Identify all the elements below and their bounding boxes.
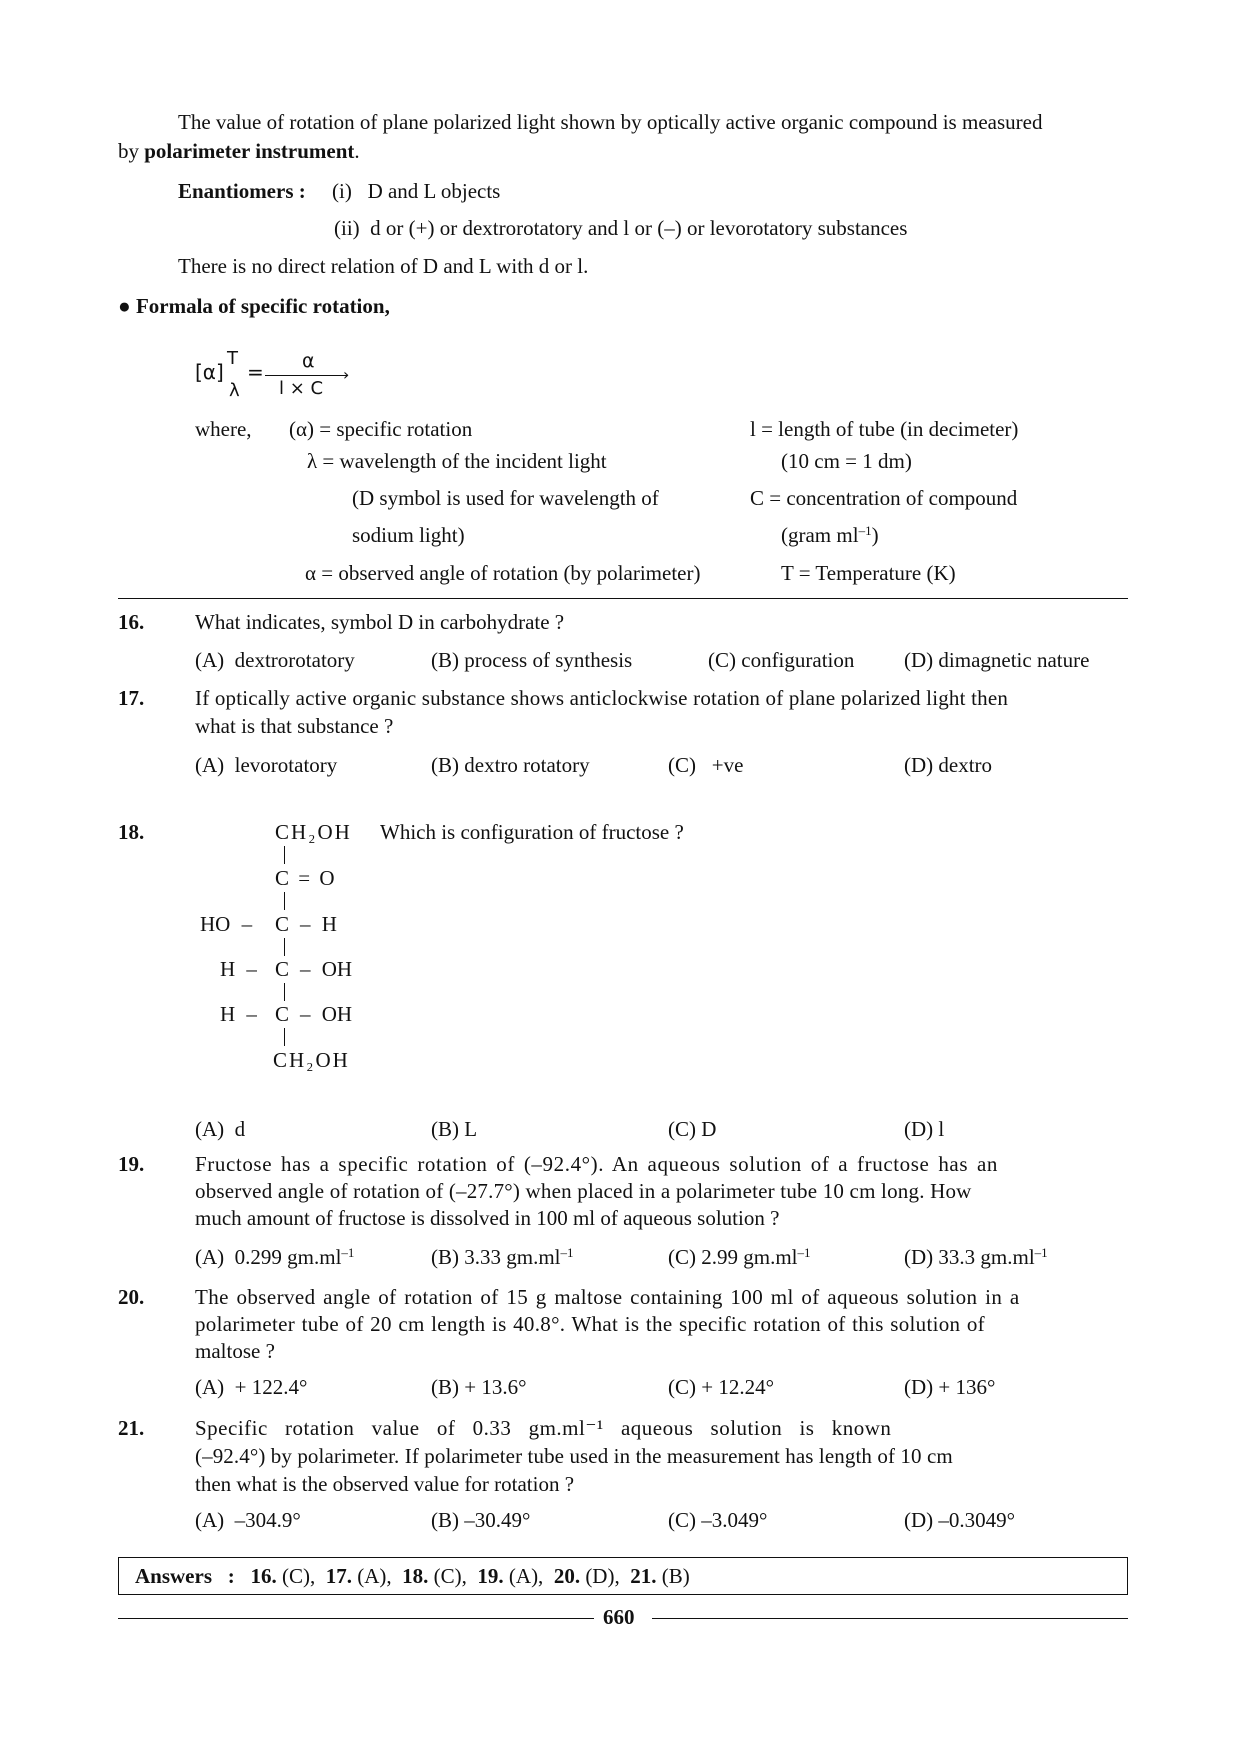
question-text-20-line-3: maltose ?	[195, 1339, 275, 1363]
footer-rule-right	[652, 1618, 1128, 1619]
answer-21-num: 21.	[630, 1564, 657, 1588]
structure-c4-right: – OH	[300, 957, 353, 981]
def-concentration-unit-text: (gram ml	[781, 523, 859, 547]
question-number-17: 17.	[118, 686, 145, 710]
question-text-17-line-1: If optically active organic substance shows anticlockwise rotation of plane polarized light then	[195, 686, 1009, 710]
intro-line-1: The value of rotation of plane polarized light shown by optically active organic compound is measured	[178, 110, 1043, 134]
def-alpha-specific: (α) = specific rotation	[289, 417, 473, 441]
option-19-c-text: (C) 2.99 gm.ml	[668, 1245, 798, 1269]
option-19-d	[904, 1245, 1048, 1270]
question-text-19-line-3: much amount of fructose is dissolved in 100 ml of aqueous solution ?	[195, 1206, 780, 1230]
structure-c5-left: H –	[220, 1002, 257, 1026]
bond-3	[284, 938, 285, 956]
enantiomers-label: Enantiomers :	[178, 179, 306, 203]
question-text-21-line-3: then what is the observed value for rotation ?	[195, 1472, 575, 1496]
def-d-symbol: (D symbol is used for wavelength of	[352, 486, 659, 510]
structure-carbonyl: C = O	[275, 866, 335, 890]
option-18-b: (B) L	[431, 1117, 478, 1141]
question-number-18: 18.	[118, 820, 145, 844]
option-16-a: (A) dextrorotatory	[195, 648, 355, 672]
option-19-c-sup: –1	[797, 1245, 811, 1260]
intro-line-2-post: .	[354, 139, 360, 163]
footer-rule-left	[118, 1618, 594, 1619]
structure-c5-right: – OH	[300, 1002, 353, 1026]
enantiomers-i: (i) D and L objects	[332, 179, 501, 203]
fructose-structure	[195, 818, 395, 1078]
formula-heading-text: Formala of specific rotation,	[135, 294, 390, 318]
option-20-d: (D) + 136°	[904, 1375, 996, 1399]
intro-line-2-pre: by	[118, 139, 139, 163]
def-concentration-unit-close: )	[871, 523, 879, 547]
option-21-a: (A) –304.9°	[195, 1508, 301, 1532]
answer-16-num: 16.	[250, 1564, 277, 1588]
arrow-head-icon: ›	[343, 365, 350, 384]
option-16-b: (B) process of synthesis	[431, 648, 633, 672]
bond-4	[284, 983, 285, 1001]
def-concentration-unit	[781, 523, 879, 548]
question-number-19: 19.	[118, 1152, 145, 1176]
question-number-16: 16.	[118, 610, 145, 634]
option-17-a: (A) levorotatory	[195, 753, 338, 777]
answers-box	[118, 1557, 1128, 1595]
answer-17-num: 17.	[325, 1564, 352, 1588]
structure-c3-carbon: C	[275, 912, 290, 936]
structure-c5-carbon: C	[275, 1002, 290, 1026]
answer-18-num: 18.	[402, 1564, 429, 1588]
bond-2	[284, 892, 285, 910]
option-17-d: (D) dextro	[904, 753, 993, 777]
option-19-c	[668, 1245, 811, 1270]
option-19-b-text: (B) 3.33 gm.ml	[431, 1245, 561, 1269]
structure-bottom-ch2oh: CH₂OH	[273, 1048, 350, 1072]
option-16-c: (C) configuration	[708, 648, 855, 672]
option-18-d: (D) l	[904, 1117, 945, 1141]
question-text-20-line-2: polarimeter tube of 20 cm length is 40.8°. What is the specific rotation of this solution of	[195, 1312, 985, 1336]
structure-c3-left: HO –	[200, 912, 253, 936]
option-19-b-sup: –1	[560, 1245, 574, 1260]
option-20-c: (C) + 12.24°	[668, 1375, 774, 1399]
bond-1	[284, 846, 285, 864]
def-length-conv: (10 cm = 1 dm)	[781, 449, 912, 473]
answers-line	[135, 1564, 690, 1589]
formula-denominator: l × C	[279, 378, 324, 399]
def-alpha-observed: α = observed angle of rotation (by polarimeter)	[305, 561, 701, 585]
question-number-21: 21.	[118, 1416, 145, 1440]
formula-numerator: α	[302, 350, 315, 372]
fraction-bar	[265, 375, 347, 376]
question-text-19-line-2: observed angle of rotation of (–27.7°) when placed in a polarimeter tube 10 cm long. How	[195, 1179, 972, 1203]
structure-c3-right: – H	[300, 912, 337, 936]
option-17-b: (B) dextro rotatory	[431, 753, 590, 777]
def-sodium: sodium light)	[352, 523, 465, 547]
option-21-b: (B) –30.49°	[431, 1508, 531, 1532]
section-divider	[118, 598, 1128, 599]
question-text-20-line-1: The observed angle of rotation of 15 g maltose containing 100 ml of aqueous solution in a	[195, 1285, 1020, 1309]
where-label: where,	[195, 417, 252, 441]
def-lambda: λ = wavelength of the incident light	[307, 449, 607, 473]
formula-sub: λ	[229, 380, 240, 401]
relation-text: There is no direct relation of D and L with d or l.	[178, 254, 589, 278]
page-number: 660	[603, 1605, 635, 1629]
def-concentration: C = concentration of compound	[750, 486, 1018, 510]
option-19-d-text: (D) 33.3 gm.ml	[904, 1245, 1035, 1269]
question-text-21-line-1: Specific rotation value of 0.33 gm.ml⁻¹ aqueous solution is known	[195, 1416, 892, 1440]
option-18-a: (A) d	[195, 1117, 246, 1141]
enantiomers-ii: (ii) d or (+) or dextrorotatory and l or (–) or levorotatory substances	[334, 216, 908, 240]
answer-18: (C),	[433, 1564, 467, 1588]
option-21-d: (D) –0.3049°	[904, 1508, 1016, 1532]
specific-rotation-formula	[195, 348, 375, 408]
formula-heading	[118, 294, 390, 319]
question-text-17-line-2: what is that substance ?	[195, 714, 394, 738]
option-21-c: (C) –3.049°	[668, 1508, 768, 1532]
question-text-19-line-1: Fructose has a specific rotation of (–92.4°). An aqueous solution of a fructose has an	[195, 1152, 998, 1176]
def-temperature: T = Temperature (K)	[781, 561, 956, 585]
intro-line-2	[118, 139, 360, 164]
answer-19-num: 19.	[477, 1564, 504, 1588]
formula-lhs: [α]	[195, 360, 224, 384]
option-20-b: (B) + 13.6°	[431, 1375, 527, 1399]
answer-20: (D),	[585, 1564, 620, 1588]
option-19-b	[431, 1245, 574, 1270]
option-19-a-text: (A) 0.299 gm.ml	[195, 1245, 342, 1269]
structure-top-ch2oh: CH₂OH	[275, 820, 352, 844]
def-concentration-unit-sup: –1	[858, 523, 872, 538]
answer-19: (A),	[508, 1564, 544, 1588]
formula-equals: =	[247, 360, 264, 384]
option-19-a	[195, 1245, 354, 1270]
structure-c4-carbon: C	[275, 957, 290, 981]
answer-21: (B)	[661, 1564, 690, 1588]
option-20-a: (A) + 122.4°	[195, 1375, 308, 1399]
question-number-20: 20.	[118, 1285, 145, 1309]
option-18-c: (C) D	[668, 1117, 717, 1141]
option-19-d-sup: –1	[1034, 1245, 1048, 1260]
option-17-c: (C) +ve	[668, 753, 744, 777]
structure-c4-left: H –	[220, 957, 257, 981]
answer-20-num: 20.	[553, 1564, 581, 1588]
option-19-a-sup: –1	[341, 1245, 355, 1260]
question-text-18: Which is configuration of fructose ?	[380, 820, 684, 844]
option-16-d: (D) dimagnetic nature	[904, 648, 1090, 672]
bond-5	[284, 1028, 285, 1046]
answers-label: Answers :	[135, 1564, 235, 1588]
question-text-16: What indicates, symbol D in carbohydrate ?	[195, 610, 565, 634]
bullet-icon: ●	[118, 294, 131, 318]
def-length: l = length of tube (in decimeter)	[750, 417, 1019, 441]
intro-line-2-bold: polarimeter instrument	[144, 139, 355, 163]
formula-sup: T	[227, 348, 238, 369]
answer-16: (C),	[282, 1564, 316, 1588]
answer-17: (A),	[357, 1564, 392, 1588]
question-text-21-line-2: (–92.4°) by polarimeter. If polarimeter tube used in the measurement has length of 10 cm	[195, 1444, 953, 1468]
